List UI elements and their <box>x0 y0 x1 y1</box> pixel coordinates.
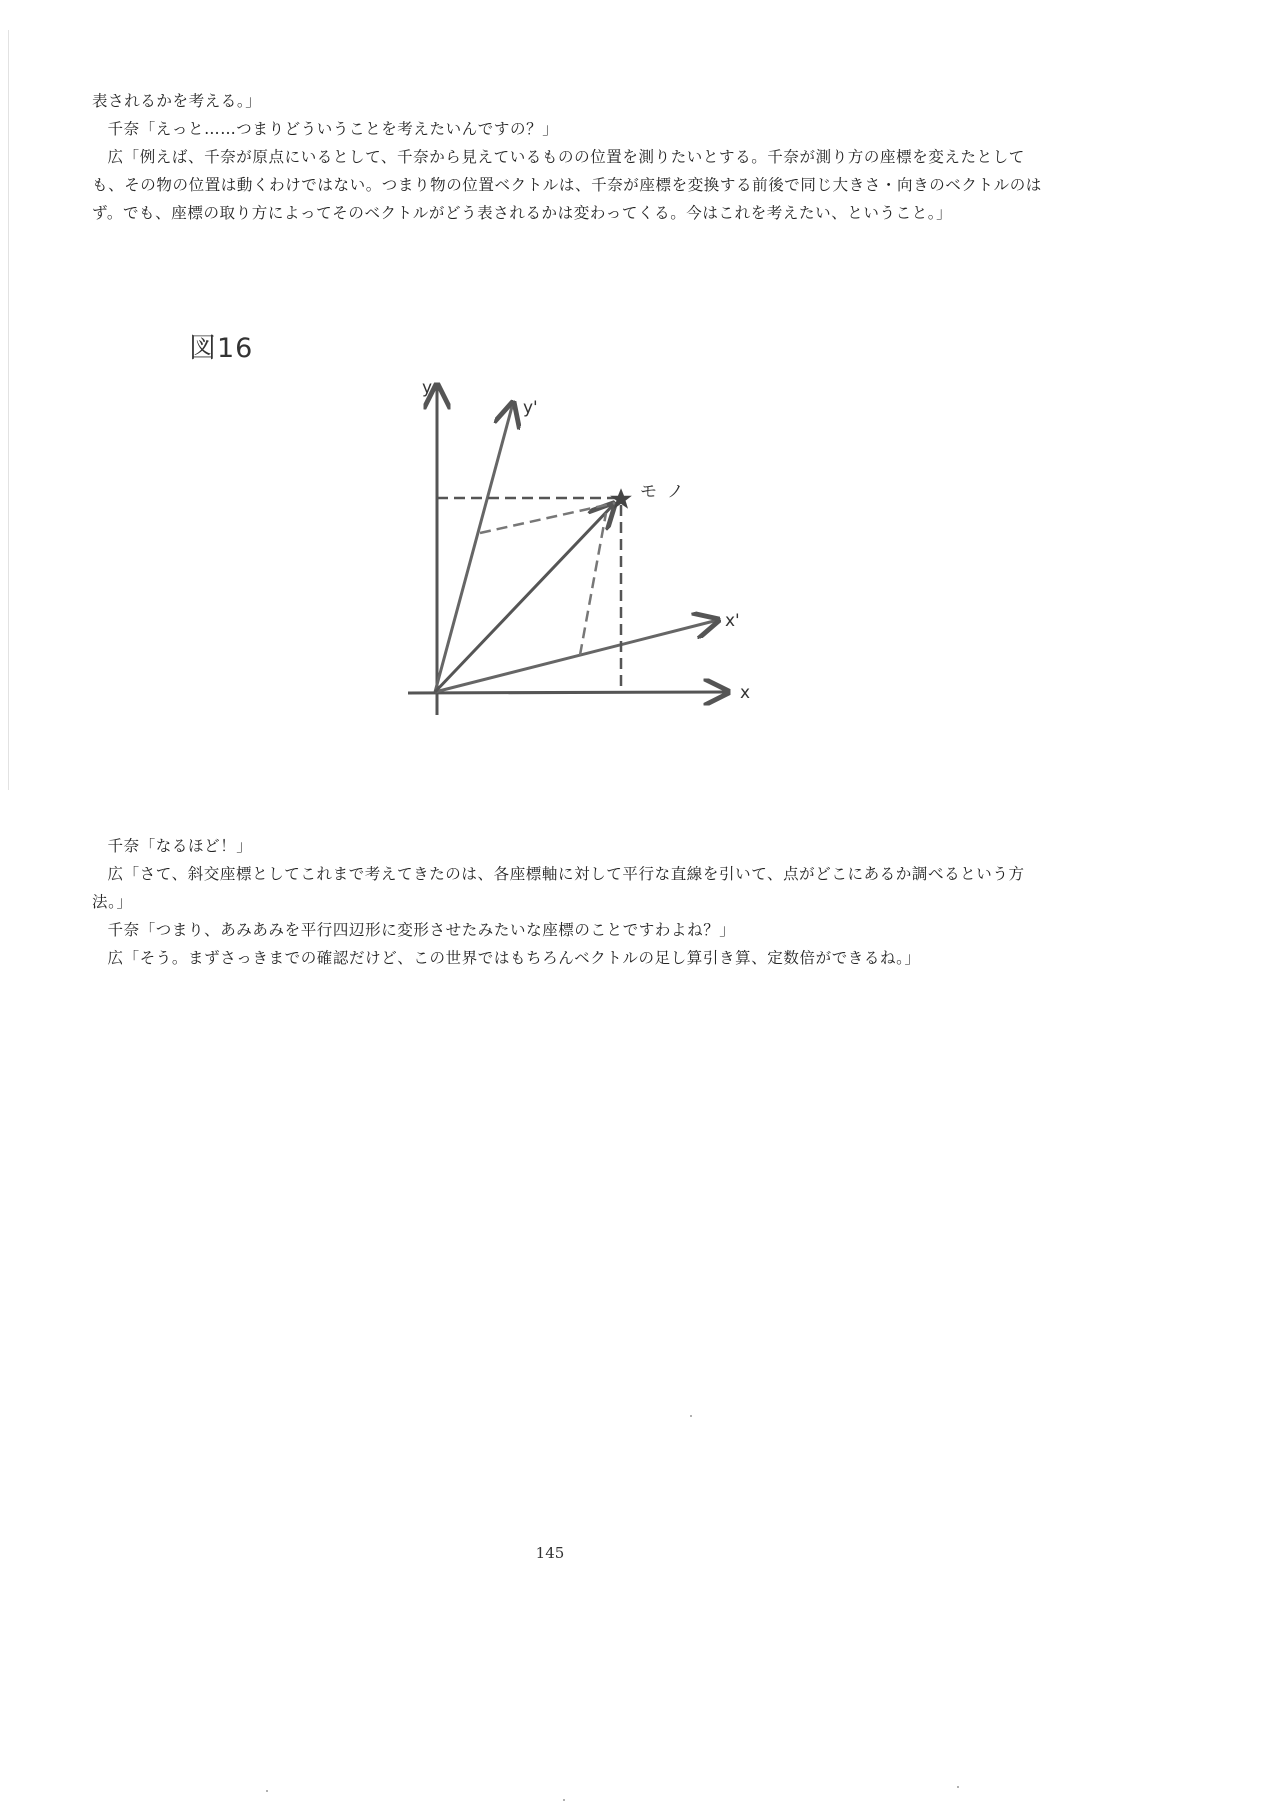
dialogue-chinatsu-3: 千奈「つまり、あみあみを平行四辺形に変形させたみたいな座標のことですわよね？」 <box>107 921 736 939</box>
paragraph-continuation: 表されるかを考える。」 <box>92 92 262 110</box>
figure-label: 図16 <box>189 333 254 364</box>
x-axis <box>408 692 728 693</box>
coordinate-diagram <box>390 370 790 730</box>
projection-parallel-x-prime <box>480 503 615 533</box>
scan-speck <box>563 1799 565 1801</box>
dialogue-chinatsu-2: 千奈「なるほど！」 <box>107 837 253 855</box>
dialogue-hiro-2: 広「さて、斜交座標としてこれまで考えてきたのは、各座標軸に対して平行な直線を引いて、点がどこにあるか調べるという方法。」 <box>92 865 1025 911</box>
page-edge <box>8 30 9 790</box>
dialogue-hiro-1: 広「例えば、千奈が原点にいるとして、千奈から見えているものの位置を測りたいとする。千奈が測り方の座標を変えたとしても、その物の位置は動くわけではない。つまり物の位置ベクトルは、千奈が座標を変換する前後で同じ大きさ・向きのベクトルのはず。でも、座標の取り方によってそのベクトルがどう表されるかは変わってくる。今はこれを考えたい、ということ。」 <box>92 148 1042 222</box>
x-prime-axis <box>435 620 718 692</box>
y-prime-axis-label: y' <box>523 398 538 418</box>
page-number: 145 <box>535 1544 565 1562</box>
dialogue-hiro-3: 広「そう。まずさっきまでの確認だけど、この世界ではもちろんベクトルの足し算引き算、定数倍ができるね。」 <box>107 949 921 967</box>
x-prime-axis-label: x' <box>725 611 740 631</box>
object-label: モノ <box>640 482 694 502</box>
scan-speck <box>266 1790 268 1792</box>
y-prime-axis <box>435 403 513 692</box>
scan-speck <box>690 1415 692 1417</box>
scan-speck <box>957 1786 959 1788</box>
y-axis-label: y <box>422 378 433 398</box>
dialogue-chinatsu-1: 千奈「えっと……つまりどういうことを考えたいんですの？」 <box>107 120 559 138</box>
x-axis-label: x <box>740 683 751 703</box>
